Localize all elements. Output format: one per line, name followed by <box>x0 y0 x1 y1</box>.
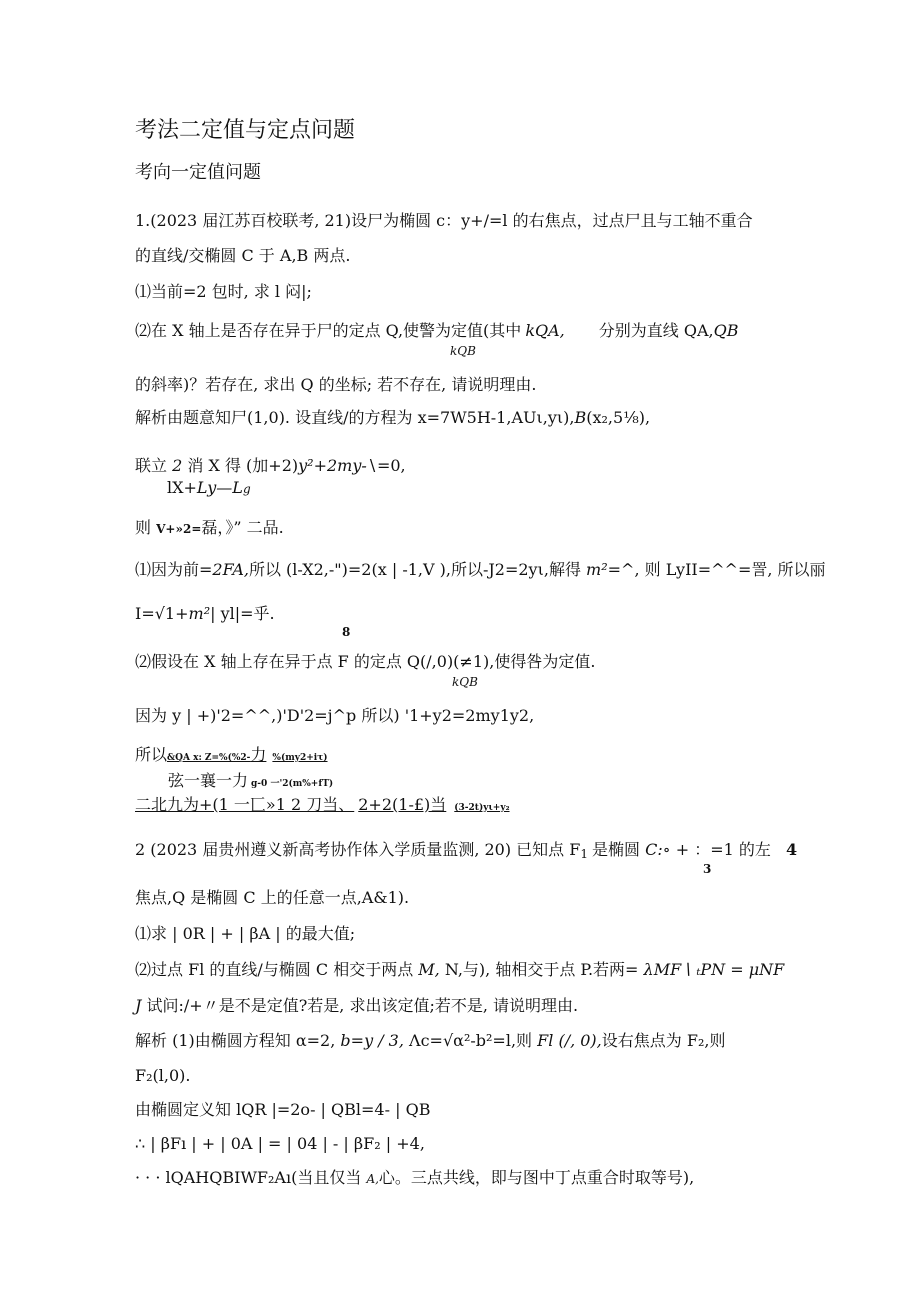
p1-line-7 <box>135 456 406 476</box>
p2-line-6-c: Λc=√α²-b²=l,则 <box>409 1031 533 1050</box>
p2-line-4-a: ⑵过点 Fl 的直线/与椭圆 C 相交于两点 <box>135 960 414 979</box>
p2-line-4 <box>135 960 784 980</box>
p1-line-5: 的斜率)？若存在, 求出 Q 的坐标; 若不存在, 请说明理由. <box>135 375 537 394</box>
p1-line-16 <box>135 795 510 815</box>
p1-line-8-b: +Ly—L <box>183 478 243 497</box>
p1-line-14-d: %(my2+iτ) <box>272 753 328 763</box>
p1-line-16-b: 2+2(1-£)当 <box>358 795 447 814</box>
p1-line-1: 1.(2023 届江苏百校联考, 21)设尸为椭圆 c：y+/=l 的右焦点，过点尸且与工轴不重合 <box>135 211 753 230</box>
p1-line-10-c: 所以 (l-X2,-")=2(x | -1,V ),所以-J2=2yι,解得 <box>248 560 581 579</box>
p2-line-6-d: Fl (/, 0), <box>537 1031 602 1050</box>
p2-line-1-b: 1 <box>580 847 589 861</box>
p1-line-15 <box>168 768 333 791</box>
p1-line-14-b: &QA x: Z=%(%2- <box>167 753 251 763</box>
p1-line-12: ⑵假设在 X 轴上存在异于点 F 的定点 Q(/,0)(≠1),使得咎为定值. <box>135 652 596 671</box>
p1-line-9 <box>135 518 284 538</box>
p1-line-6-b: B <box>574 408 587 427</box>
p1-line-4-qb: QB <box>713 321 739 340</box>
p1-line-7-b: 2 <box>172 456 183 475</box>
p1-line-6 <box>135 408 650 428</box>
p1-line-10-a: ⑴因为前= <box>135 560 213 579</box>
p1-line-14 <box>135 745 328 765</box>
p1-line-7-e: ∖=0, <box>366 456 406 475</box>
p2-line-3: ⑴求 | 0R | + | βA | 的最大值; <box>135 924 356 943</box>
p1-line-16-c: (3-2t)yι+y₂ <box>454 803 510 813</box>
p1-line-11-b: m² <box>188 604 211 623</box>
p1-line-7-c: 消 X 得 (加+2) <box>187 456 299 475</box>
p1-line-15-a: 弦一襄一力 <box>168 771 249 790</box>
p2-line-10-d: 心。三点共线，即与图中丁点重合时取等号), <box>378 1168 695 1187</box>
p1-line-12-subscript: kQB <box>452 675 478 689</box>
p1-line-6-c: (x₂,5⅛), <box>586 408 651 427</box>
p2-line-10-b: (当且仅当 <box>291 1168 362 1187</box>
p1-line-7-d: y²+2my- <box>298 456 367 475</box>
p2-line-1-d: C:∘ <box>645 840 671 859</box>
p1-line-4 <box>135 321 739 341</box>
p2-line-10 <box>135 1168 694 1188</box>
p2-line-1-c: 是椭圆 <box>592 840 641 859</box>
p2-line-2: 焦点,Q 是椭圆 C 上的任意一点,A&1). <box>135 888 410 907</box>
p1-line-4-subscript: kQB <box>450 344 476 358</box>
p2-line-9: ∴ | βFı | + | 0A | = | 04 | - | βF₂ | +4, <box>135 1134 425 1153</box>
p2-line-6-e: 设右焦点为 F₂,则 <box>601 1031 726 1050</box>
p2-line-1-e: + ：=1 的左 <box>675 840 771 859</box>
p2-line-5-b: 试问:/+〃是不是定值?若是, 求出该定值;若不是, 请说明理由. <box>146 996 579 1015</box>
section-subtitle: 考向一定值问题 <box>135 162 261 183</box>
p1-line-4-c: 分别为直线 QA, <box>598 321 714 340</box>
p2-line-6-b: b=y / 3, <box>340 1031 404 1050</box>
p1-line-8-a: lX <box>167 478 184 497</box>
p1-line-11-a: I=√1+ <box>135 604 189 623</box>
p2-line-6 <box>135 1031 725 1051</box>
p1-line-11-subscript: 8 <box>342 625 351 639</box>
section-title: 考法二定值与定点问题 <box>135 118 356 143</box>
p1-line-6-a: 解析由题意知尸(1,0). 设直线/的方程为 x=7W5H-1,AUι,yι), <box>135 408 575 427</box>
p1-line-10 <box>135 560 826 580</box>
p2-line-1-subscript: 3 <box>703 862 712 876</box>
p1-line-10-d: m²= <box>586 560 622 579</box>
p1-line-10-b: 2FA, <box>212 560 249 579</box>
p2-line-1-a: 2 (2023 届贵州遵义新高考协作体入学质量监测, 20) 已知点 F <box>135 840 581 859</box>
p2-line-4-d: λMF∖ ₜPN = μNF <box>643 960 785 979</box>
p1-line-14-a: 所以 <box>135 745 168 764</box>
p1-line-9-c: 磊，》” 二品. <box>201 518 284 537</box>
p2-line-7: F₂(l,0). <box>135 1066 191 1085</box>
p1-line-13: 因为 y | +)'2=^^,)'D'2=j^p 所以) '1+y2=2my1y2, <box>135 706 535 725</box>
p2-line-10-a: · · · lQAHQBIWF₂Aı <box>135 1168 292 1187</box>
p2-line-5-a: J <box>135 996 142 1015</box>
p1-line-16-a: 二北九为+(1 一匸»1 2 刀当、 <box>135 795 355 814</box>
p1-line-4-kqa: kQA, <box>525 321 565 340</box>
p1-line-8-c: g <box>242 482 251 496</box>
p1-line-7-a: 联立 <box>135 456 168 475</box>
p1-line-9-a: 则 <box>135 518 152 537</box>
p2-line-4-b: M, <box>418 960 440 979</box>
p2-line-6-a: 解析 (1)由椭圆方程知 α=2, <box>135 1031 336 1050</box>
p1-line-3: ⑴当前=2 包时, 求 l 闷|; <box>135 282 312 301</box>
p2-line-1 <box>135 840 797 861</box>
p1-line-4-a: ⑵在 X 轴上是否存在异于尸的定点 Q,使警为定值(其中 <box>135 321 522 340</box>
p1-line-9-b: V+»2= <box>156 522 202 536</box>
p1-line-15-b: g-0 一'2(m%+fT) <box>251 779 334 789</box>
p1-line-10-e: ^, 则 LyII=^^=詈, 所以丽 <box>621 560 826 579</box>
p1-line-2: 的直线/交椭圆 C 于 A,B 两点. <box>135 246 351 265</box>
p2-line-4-c: N,与), 轴相交于点 P.若两= <box>444 960 639 979</box>
p2-line-1-f: 4 <box>785 840 798 859</box>
p2-line-10-c: A, <box>366 1172 379 1186</box>
p1-line-14-c: 力 <box>250 745 267 764</box>
p1-line-11-c: | yl|=乎. <box>210 604 275 623</box>
p2-line-5 <box>135 996 578 1016</box>
p1-line-8 <box>167 478 251 497</box>
p1-line-11 <box>135 604 275 624</box>
p2-line-8: 由椭圆定义知 lQR |=2o- | QBl=4- | QB <box>135 1100 431 1119</box>
